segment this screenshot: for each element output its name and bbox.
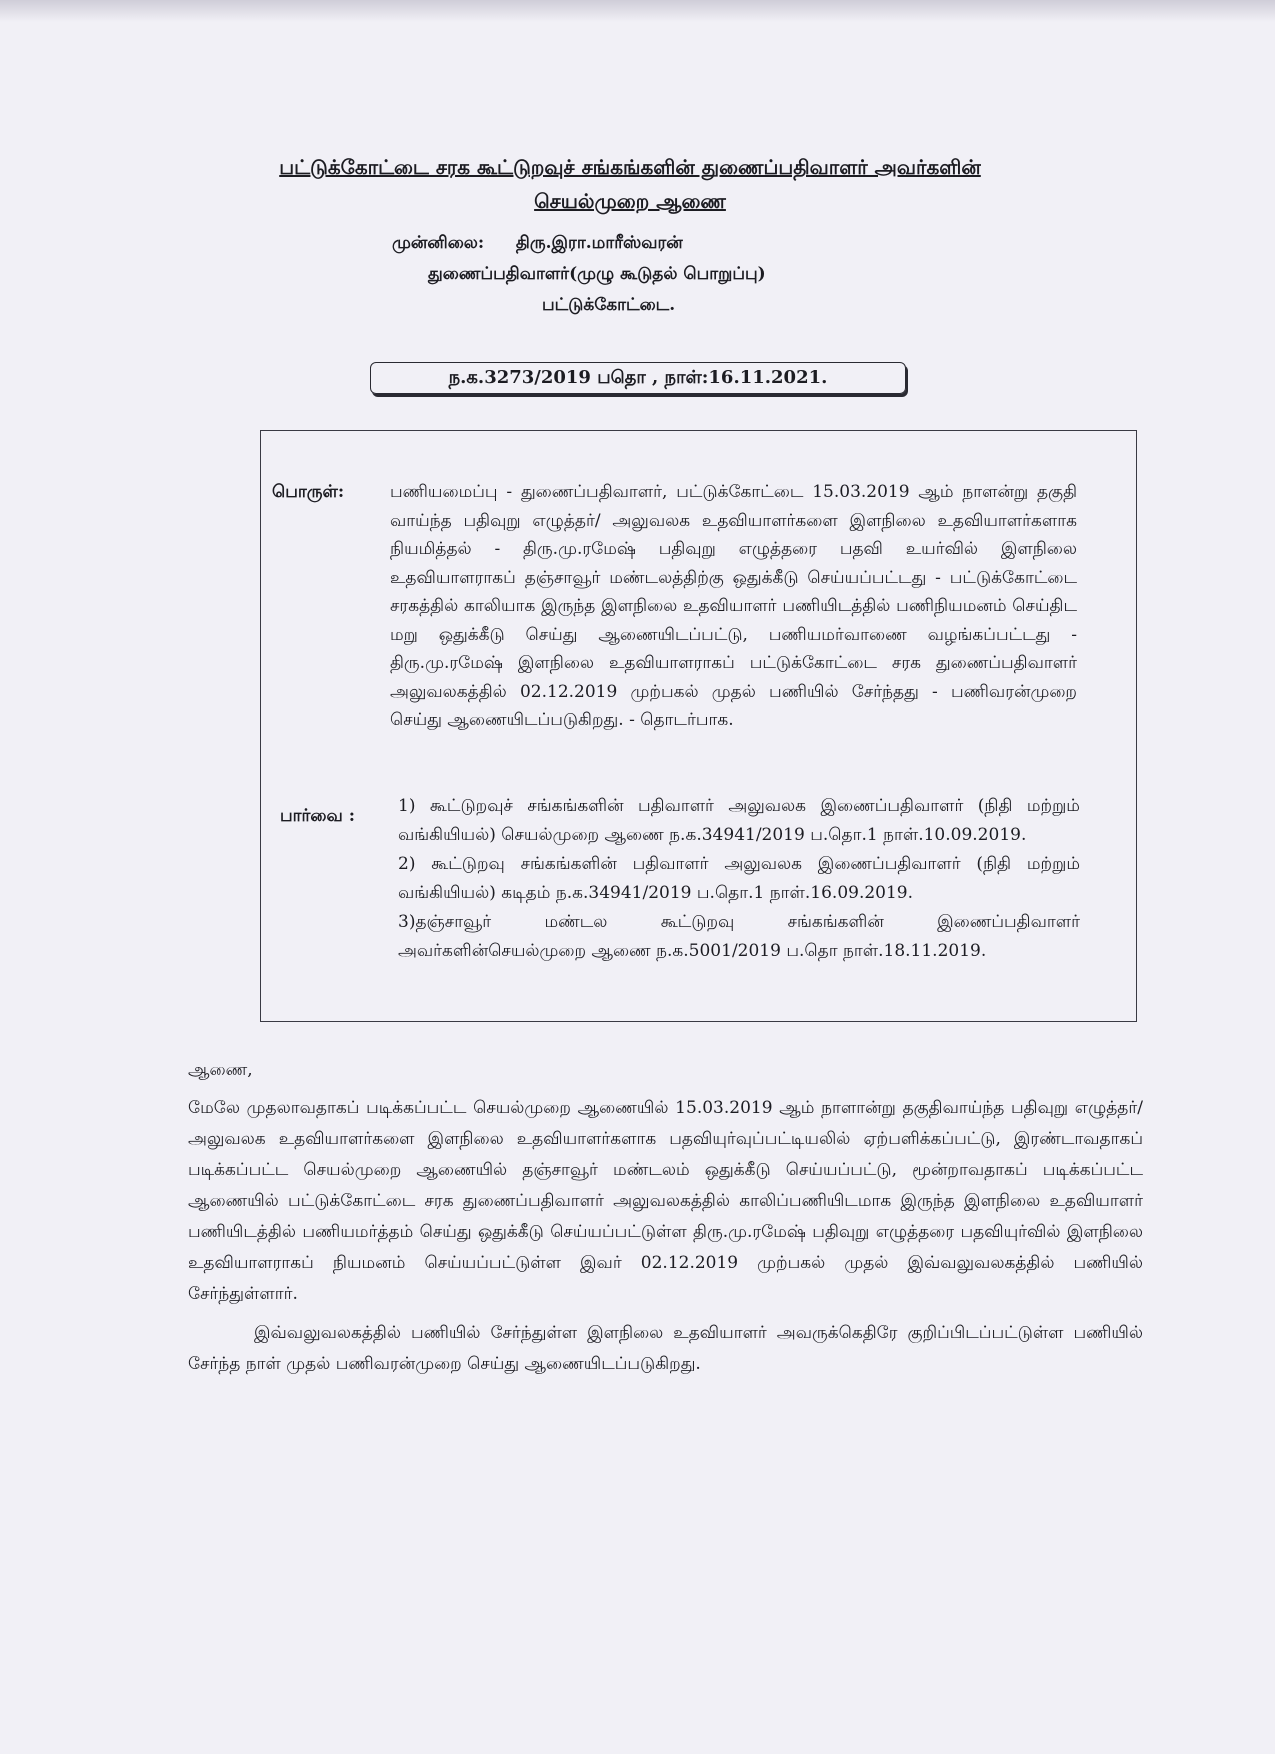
reference-section xyxy=(280,792,1080,966)
title-line-1: பட்டுக்கோட்டை சரக கூட்டுறவுச் சங்கங்களின் துணைப்பதிவாளர் அவர்களின் xyxy=(279,155,981,179)
order-paragraph-1-text: மேலே முதலாவதாகப் படிக்கப்பட்ட செயல்முறை ஆணையில் 15.03.2019 ஆம் நாளான்று தகுதிவாய்ந்த பதிவுறு எழுத்தர்/ அலுவலக உதவியாளர்களை இளநிலை உதவியாளர்களாக பதவியுர்வுப்பட்டியலில் ஏற்பளிக்கப்பட்டு, இரண்டாவதாகப் படிக்கப்பட்ட செயல்முறை ஆணையில் தஞ்சாவூர் மண்டலம் ஒதுக்கீடு செய்யப்பட்டு, மூன்றாவதாகப் படிக்கப்பட்ட ஆணையில் பட்டுக்கோட்டை சரக துணைப்பதிவாளர் அலுவலகத்தில் காலிப்பணியிடமாக இருந்த இளநிலை உதவியாளர் பணியிடத்தில் பணியமர்த்தம் செய்து ஒதுக்கீடு செய்யப்பட்டுள்ள திரு.மு.ரமேஷ் பதிவுறு எழுத்தரை பதவியுர்வில் இளநிலை உதவியாளராகப் நியமனம் செய்யப்பட்டுள்ள இவர் 02.12.2019 முற்பகல் முதல் இவ்வலுவலகத்தில் பணியில் சேர்ந்துள்ளார். xyxy=(188,1098,1143,1304)
reference-list xyxy=(398,792,1080,966)
reference-number: ந.க.3273/2019 பதொ , நாள்:16.11.2021. xyxy=(370,362,906,394)
reference-label: பார்வை : xyxy=(280,806,355,826)
reference-item: 2) கூட்டுறவு சங்கங்களின் பதிவாளர் அலுவலக இணைப்பதிவாளர் (நிதி மற்றும் வங்கியியல்) கடிதம் ந.க.34941/2019 ப.தொ.1 நாள்.16.09.2019. xyxy=(398,854,1080,903)
presence-name: திரு.இரா.மாரீஸ்வரன் xyxy=(515,233,683,253)
subject-text: பணியமைப்பு - துணைப்பதிவாளர், பட்டுக்கோட்டை 15.03.2019 ஆம் நாளன்று தகுதி வாய்ந்த பதிவுறு எழுத்தர்/ அலுவலக உதவியாளர்களை இளநிலை உதவியாளர்களாக நியமித்தல் - திரு.மு.ரமேஷ் பதிவுறு எழுத்தரை பதவி உயர்வில் இளநிலை உதவியாளராகப் தஞ்சாவூர் மண்டலத்திற்கு ஒதுக்கீடு செய்யப்பட்டது - பட்டுக்கோட்டை சரகத்தில் காலியாக இருந்த இளநிலை உதவியாளர் பணியிடத்தில் பணிநியமனம் செய்திட மறு ஒதுக்கீடு செய்து ஆணையிடப்பட்டு, பணியமர்வாணை வழங்கப்பட்டது - திரு.மு.ரமேஷ் இளநிலை உதவியாளராகப் பட்டுக்கோட்டை சரக துணைப்பதிவாளர் அலுவலகத்தில் 02.12.2019 முற்பகல் முதல் பணியில் சேர்ந்தது - பணிவரன்முறை செய்து ஆணையிடப்படுகிறது. - தொடர்பாக. xyxy=(390,482,1077,730)
scan-edge xyxy=(0,0,1275,22)
subject-label: பொருள்: xyxy=(272,482,345,502)
presence-designation: துணைப்பதிவாளர்(முழு கூடுதல் பொறுப்பு) xyxy=(428,264,766,284)
reference-item: 1) கூட்டுறவுச் சங்கங்களின் பதிவாளர் அலுவலக இணைப்பதிவாளர் (நிதி மற்றும் வங்கியியல்) செயல்முறை ஆணை ந.க.34941/2019 ப.தொ.1 நாள்.10.09.2019. xyxy=(398,796,1080,845)
presence-place: பட்டுக்கோட்டை. xyxy=(542,295,676,315)
title-line-2: செயல்முறை ஆணை xyxy=(534,189,726,213)
subject-section xyxy=(272,478,1077,735)
presence-label: முன்னிலை: xyxy=(392,233,485,253)
order-heading: ஆணை, xyxy=(188,1060,253,1080)
reference-item: 3)தஞ்சாவூர் மண்டல கூட்டுறவு சங்கங்களின் இணைப்பதிவாளர் அவர்களின்செயல்முறை ஆணை ந.க.5001/2019 ப.தொ நாள்.18.11.2019. xyxy=(398,912,1080,961)
document-title xyxy=(200,150,1060,218)
presence-block xyxy=(392,228,766,321)
order-paragraph-2: இவ்வலுவலகத்தில் பணியில் சேர்ந்துள்ள இளநிலை உதவியாளர் அவருக்கெதிரே குறிப்பிடப்பட்டுள்ள பணியில் சேர்ந்த நாள் முதல் பணிவரன்முறை செய்து ஆணையிடப்படுகிறது. xyxy=(188,1323,1143,1374)
order-paragraph-1 xyxy=(188,1062,1143,1310)
